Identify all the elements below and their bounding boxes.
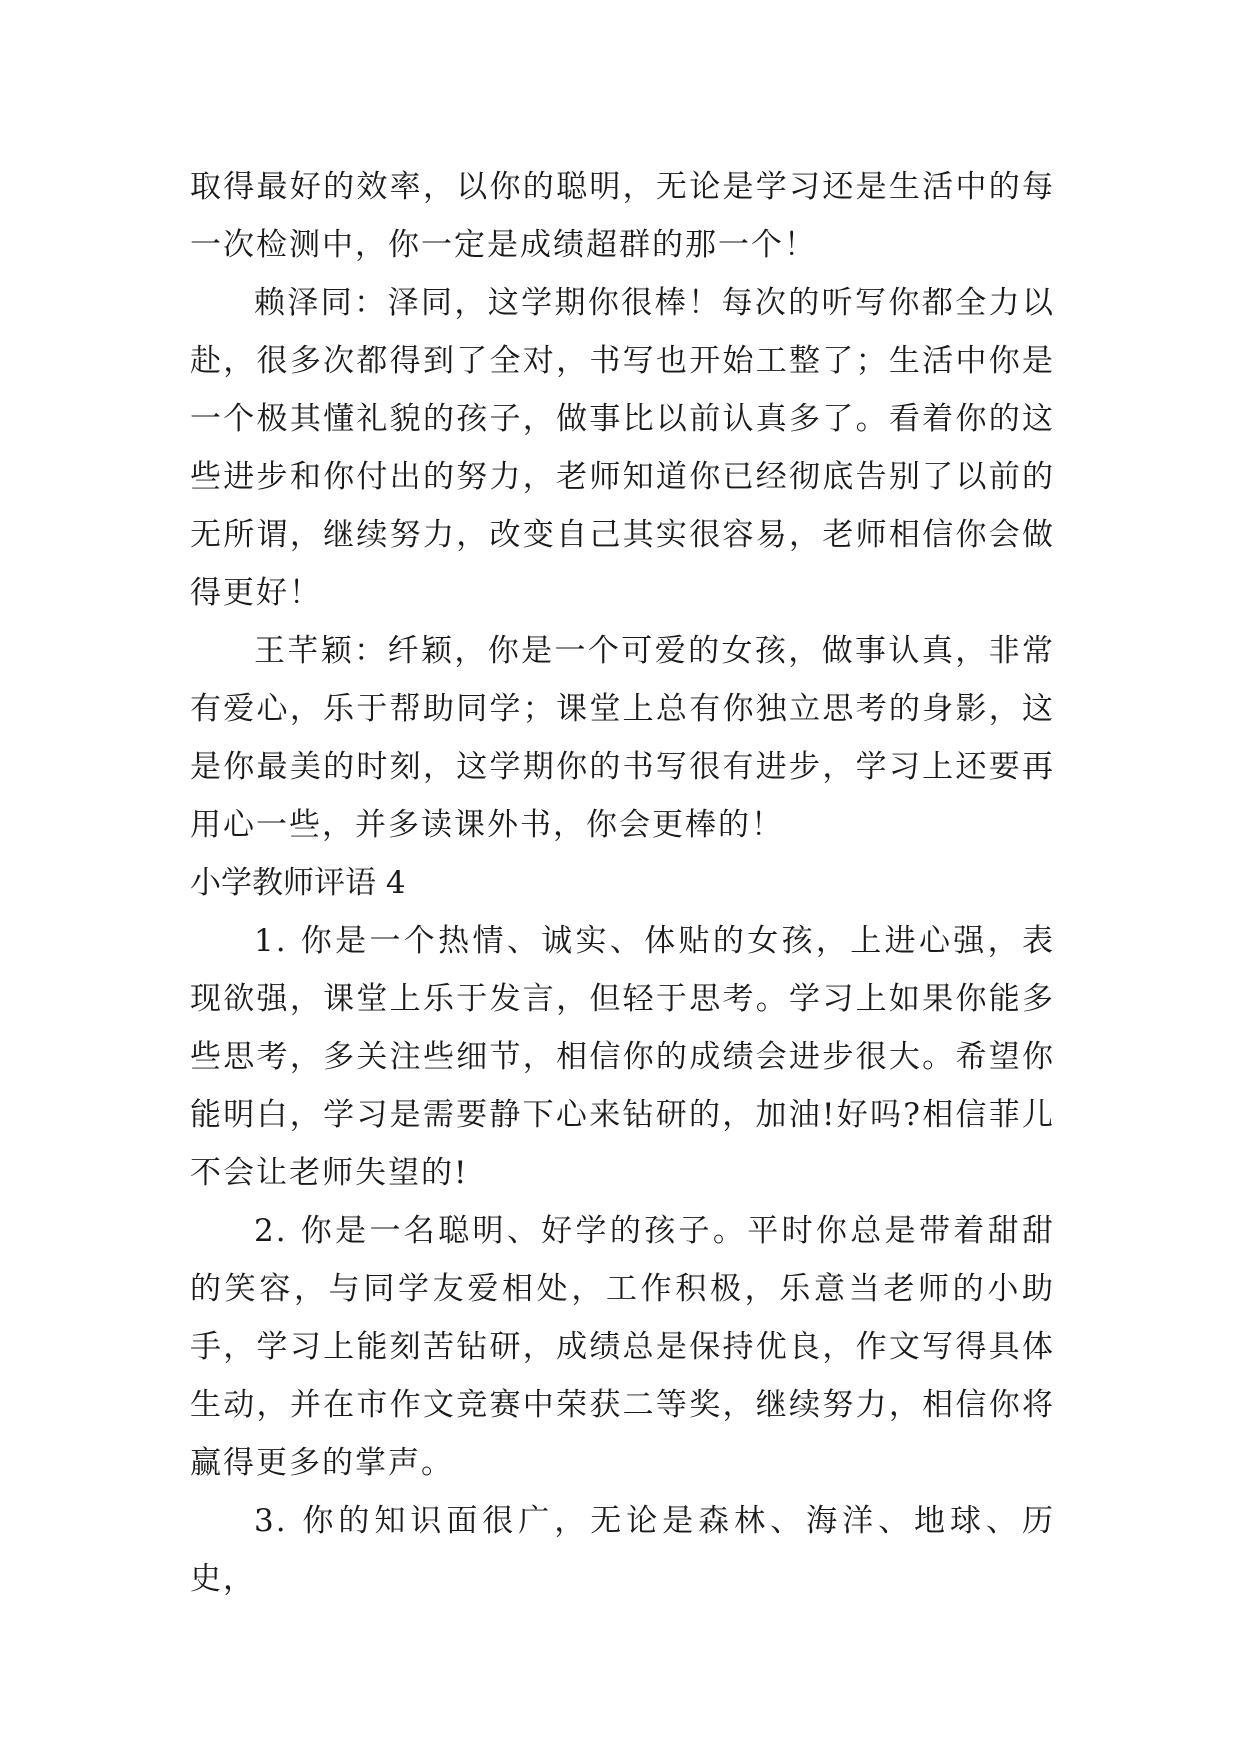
document-body xyxy=(190,158,1055,1608)
paragraph-comment-lai-zetong: 赖泽同：泽同，这学期你很棒！每次的听写你都全力以赴，很多次都得到了全对，书写也开始工整了；生活中你是一个极其懂礼貌的孩子，做事比以前认真多了。看着你的这些进步和你付出的努力，老师知道你已经彻底告别了以前的无所谓，继续努力，改变自己其实很容易，老师相信你会做得更好！ xyxy=(190,285,1055,611)
list-item: 2. 你是一名聪明、好学的孩子。平时你总是带着甜甜的笑容，与同学友爱相处，工作积极，乐意当老师的小助手，学习上能刻苦钻研，成绩总是保持优良，作文写得具体生动，并在市作文竞赛中荣获二等奖，继续努力，相信你将赢得更多的掌声。 xyxy=(190,1213,1055,1481)
paragraph-comment-wang-qianying: 王芊颖：纤颖，你是一个可爱的女孩，做事认真，非常有爱心，乐于帮助同学；课堂上总有你独立思考的身影，这是你最美的时刻，这学期你的书写很有进步，学习上还要再用心一些，并多读课外书，你会更棒的！ xyxy=(190,633,1055,843)
section-heading: 小学教师评语 4 xyxy=(190,865,406,901)
paragraph-continuation: 取得最好的效率，以你的聪明，无论是学习还是生活中的每一次检测中，你一定是成绩超群的那一个！ xyxy=(190,169,1055,263)
list-item: 3. 你的知识面很广，无论是森林、海洋、地球、历史， xyxy=(190,1503,1055,1597)
list-item: 1. 你是一个热情、诚实、体贴的女孩，上进心强，表现欲强，课堂上乐于发言，但轻于思考。学习上如果你能多些思考，多关注些细节，相信你的成绩会进步很大。希望你能明白，学习是需要静下心来钻研的，加油!好吗?相信菲儿不会让老师失望的! xyxy=(190,923,1055,1191)
